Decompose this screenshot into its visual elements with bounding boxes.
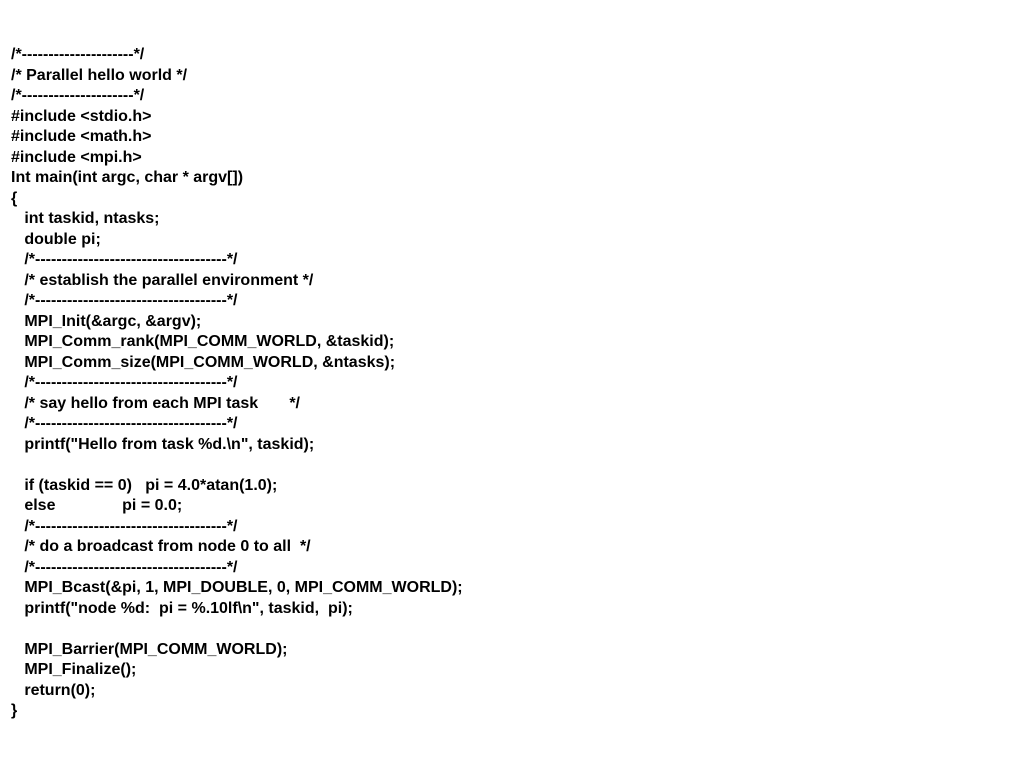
code-line: /*------------------------------------*/ bbox=[11, 374, 238, 391]
code-line: /* say hello from each MPI task */ bbox=[11, 394, 300, 412]
code-line: /* Parallel hello world */ bbox=[11, 66, 188, 84]
code-line: /*------------------------------------*/ bbox=[11, 517, 238, 535]
code-line: printf("Hello from task %d.\n", taskid); bbox=[11, 435, 315, 453]
code-line: Int main(int argc, char * argv[]) bbox=[11, 169, 244, 186]
code-line: /*------------------------------------*/ bbox=[11, 292, 238, 309]
code-line: printf("node %d: pi = %.10lf\n", taskid, pi); bbox=[11, 599, 353, 617]
code-line: #include <mpi.h> bbox=[11, 148, 142, 166]
code-line: #include <math.h> bbox=[11, 128, 152, 145]
code-line: MPI_Comm_rank(MPI_COMM_WORLD, &taskid); bbox=[11, 333, 395, 350]
code-line: } bbox=[11, 702, 18, 719]
code-line: MPI_Finalize(); bbox=[11, 661, 137, 678]
code-line: MPI_Comm_size(MPI_COMM_WORLD, &ntasks); bbox=[11, 353, 396, 371]
code-line: /*------------------------------------*/ bbox=[11, 558, 238, 576]
code-line: else pi = 0.0; bbox=[11, 497, 183, 514]
code-line: if (taskid == 0) pi = 4.0*atan(1.0); bbox=[11, 476, 278, 494]
code-line: /* do a broadcast from node 0 to all */ bbox=[11, 538, 311, 555]
code-line: /*------------------------------------*/ bbox=[11, 415, 238, 432]
blank-line bbox=[11, 619, 463, 640]
code-line: MPI_Init(&argc, &argv); bbox=[11, 312, 202, 330]
code-listing bbox=[11, 45, 463, 722]
code-line: #include <stdio.h> bbox=[11, 107, 152, 125]
code-line: MPI_Barrier(MPI_COMM_WORLD); bbox=[11, 640, 288, 658]
code-line: MPI_Bcast(&pi, 1, MPI_DOUBLE, 0, MPI_COMM_WORLD); bbox=[11, 579, 463, 596]
code-line: /*------------------------------------*/ bbox=[11, 251, 238, 268]
code-line: /*---------------------*/ bbox=[11, 87, 145, 104]
code-line: int taskid, ntasks; bbox=[11, 210, 160, 227]
code-line: { bbox=[11, 189, 18, 207]
code-line: return(0); bbox=[11, 681, 96, 699]
code-line: /*---------------------*/ bbox=[11, 46, 145, 63]
blank-line bbox=[11, 455, 463, 476]
code-line: /* establish the parallel environment */ bbox=[11, 271, 314, 289]
code-line: double pi; bbox=[11, 230, 101, 248]
